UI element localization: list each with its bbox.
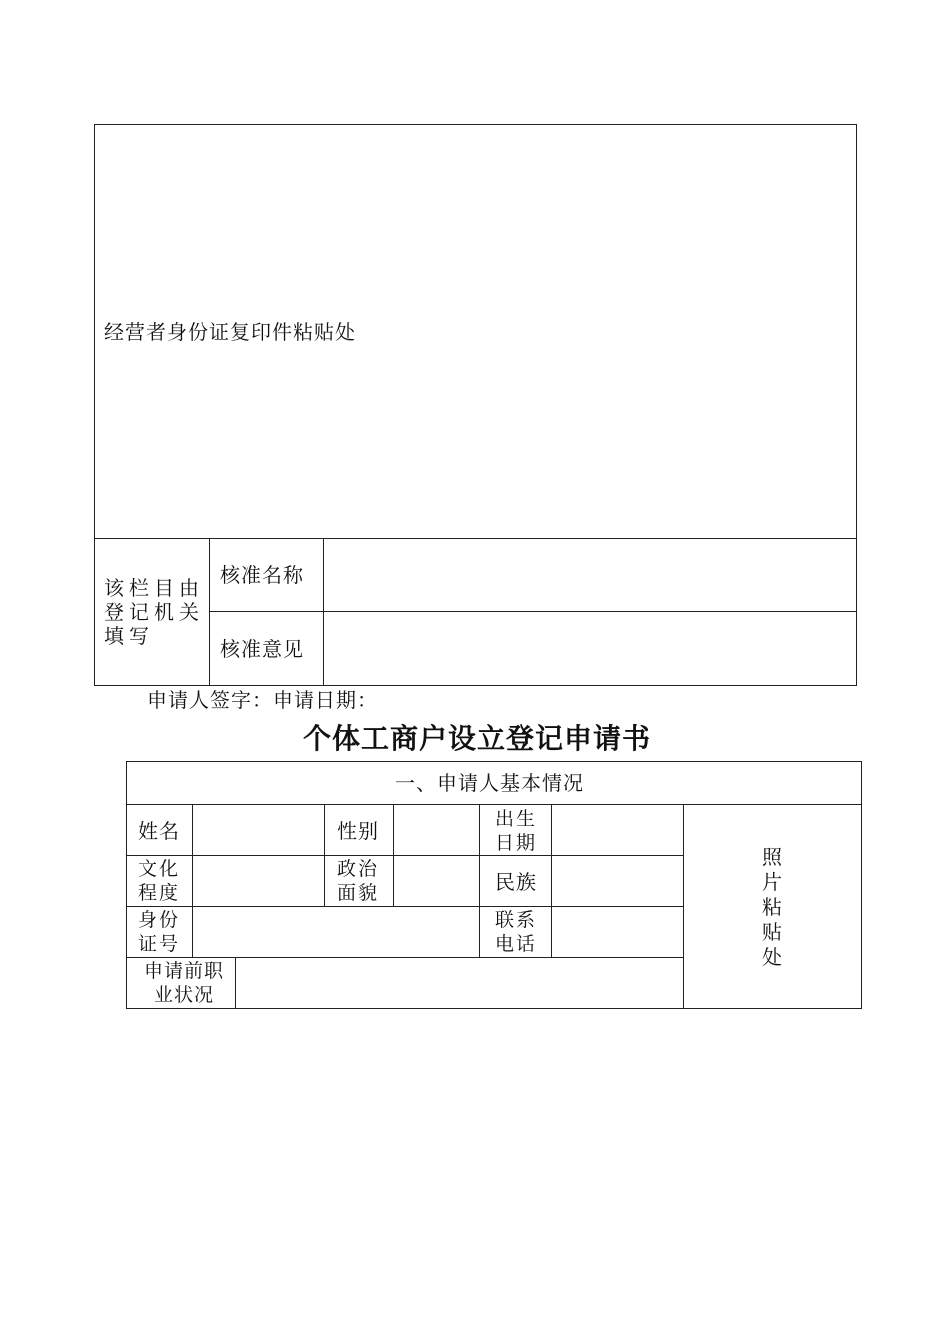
divider: [209, 538, 210, 686]
ethnicity-label: 民族: [495, 870, 537, 894]
birthdate-label: 出生日期: [495, 808, 538, 854]
name-field[interactable]: [193, 805, 324, 855]
phone-field[interactable]: [552, 907, 683, 957]
photo-paste-label: 照片粘贴处: [762, 845, 782, 969]
approved-name-field[interactable]: [324, 539, 856, 611]
id-number-label: 身份证号: [138, 909, 181, 955]
ethnicity-field[interactable]: [552, 856, 683, 906]
phone-label: 联系电话: [495, 909, 538, 955]
education-label: 文化程度: [138, 858, 181, 904]
id-copy-paste-area[interactable]: [95, 125, 856, 537]
approved-name-label: 核准名称: [220, 563, 304, 587]
political-status-field[interactable]: [394, 856, 479, 906]
political-status-label: 政治面貌: [337, 858, 380, 904]
photo-paste-area[interactable]: [684, 805, 861, 1008]
divider: [479, 804, 480, 957]
signature-line: 申请人签字：申请日期：: [147, 688, 378, 712]
education-field[interactable]: [193, 856, 324, 906]
section-header: 一、申请人基本情况: [395, 771, 584, 795]
prior-occupation-field[interactable]: [236, 958, 683, 1008]
id-number-field[interactable]: [193, 907, 479, 957]
form-title: 个体工商户设立登记申请书: [303, 722, 652, 755]
approval-opinion-field[interactable]: [324, 612, 856, 685]
gender-field[interactable]: [394, 805, 479, 855]
birthdate-field[interactable]: [552, 805, 683, 855]
id-copy-area-label: 经营者身份证复印件粘贴处: [104, 320, 356, 344]
approval-opinion-label: 核准意见: [220, 637, 304, 661]
gender-label: 性别: [337, 819, 379, 843]
divider: [324, 804, 325, 906]
prior-occupation-label: 申请前职业状况: [143, 960, 224, 1006]
official-use-label: 该栏目由登记机关填写: [104, 576, 204, 648]
name-label: 姓名: [138, 819, 180, 843]
